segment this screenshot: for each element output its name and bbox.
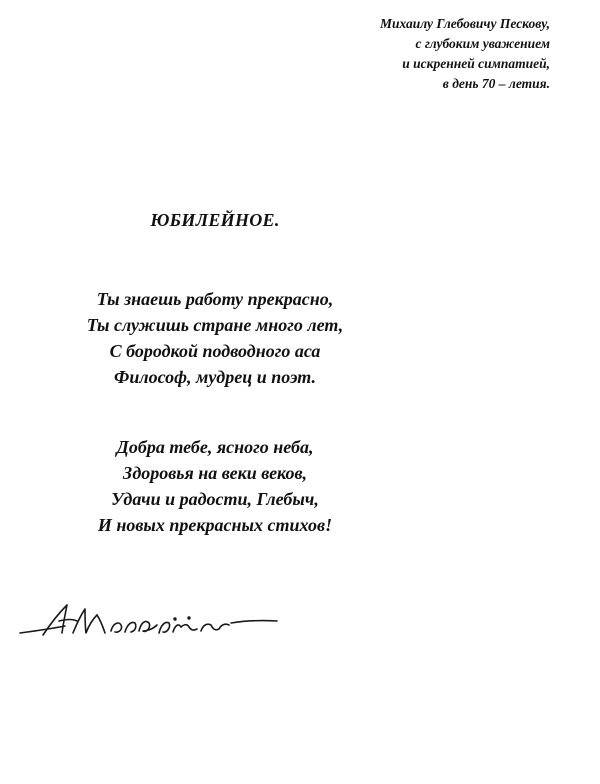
handwritten-signature-icon: [15, 595, 285, 655]
dedication-line: с глубоким уважением: [415, 36, 550, 51]
poem-line: Ты знаешь работу прекрасно,: [96, 289, 334, 309]
poem-stanza-2: [0, 434, 430, 538]
poem-line: Добра тебе, ясного неба,: [116, 437, 314, 457]
dedication-line: в день 70 – летия.: [442, 76, 550, 91]
poem-line: И новых прекрасных стихов!: [97, 515, 333, 535]
dedication-line: Михаилу Глебовичу Пескову,: [379, 16, 550, 31]
poem-title: ЮБИЛЕЙНОЕ.: [150, 210, 280, 230]
dedication: [250, 14, 550, 94]
poem-line: Удачи и радости, Глебыч,: [111, 489, 319, 509]
dedication-line: и искренней симпатией,: [402, 56, 550, 71]
poem-line: Ты служишь стране много лет,: [86, 315, 344, 335]
poem-line: Философ, мудрец и поэт.: [114, 367, 316, 387]
poem-line: Здоровья на веки веков,: [122, 463, 308, 483]
poem-stanza-1: [0, 286, 430, 390]
poem-line: С бородкой подводного аса: [109, 341, 321, 361]
